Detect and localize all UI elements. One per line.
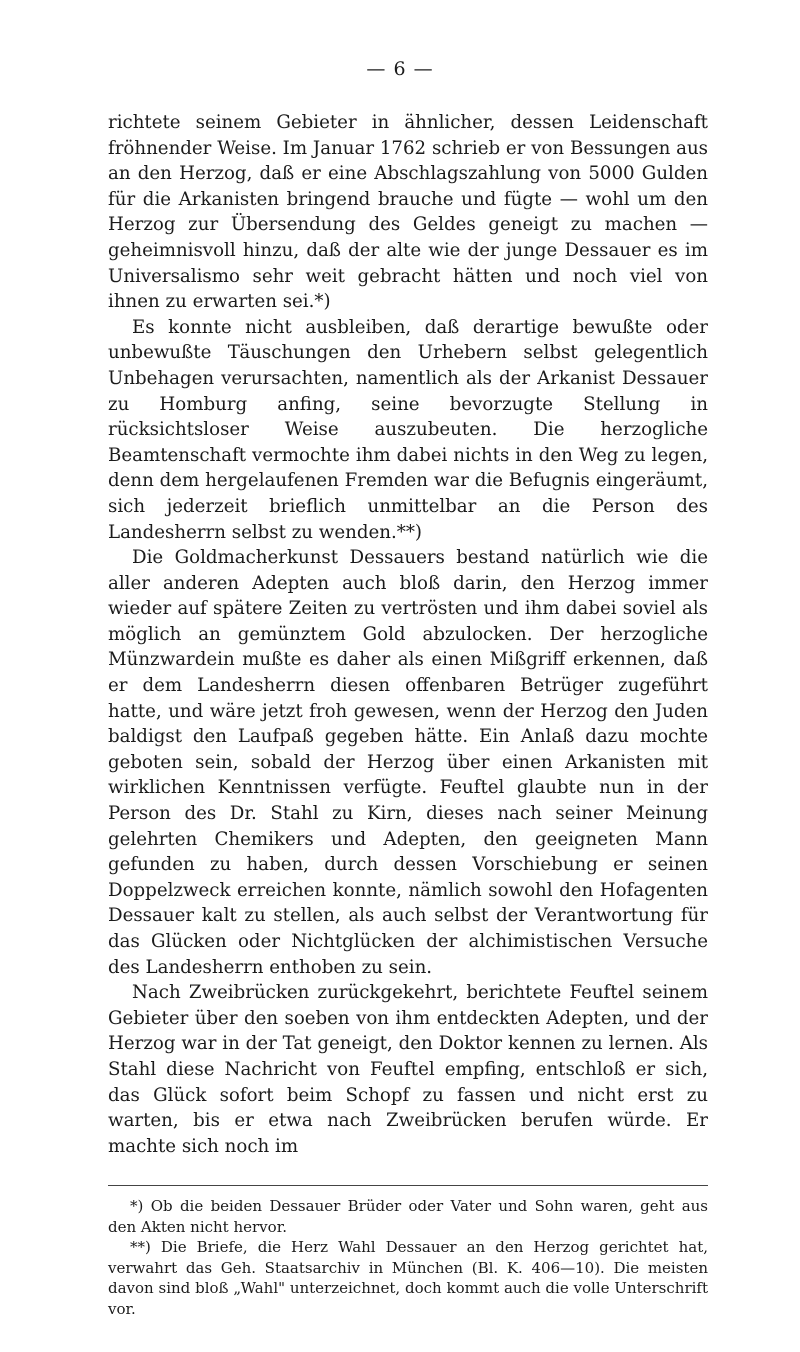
footnote-1: *) Ob die beiden Dessauer Brüder oder Vater und Sohn waren, geht aus den Akten nicht hervor.	[108, 1197, 708, 1236]
page-number: — 6 —	[366, 58, 434, 80]
paragraph-2: Es konnte nicht ausbleiben, daß derartige bewußte oder unbewußte Täuschungen den Urhebern selbst gelegentlich Unbehagen verursachten, namentlich als der Arkanist Dessauer zu Homburg anfing, seine bevorzugte Stellung in rücksichtsloser Weise auszubeuten. Die herzogliche Beamtenschaft vermochte ihm dabei nichts in den Weg zu legen, denn dem hergelaufenen Fremden war die Befugnis eingeräumt, sich jederzeit brieflich unmittelbar an die Person des Landesherrn selbst zu wenden.**)	[108, 316, 708, 543]
footnote-2: **) Die Briefe, die Herz Wahl Dessauer an den Herzog gerichtet hat, verwahrt das Geh. Staatsarchiv in München (Bl. K. 406—10). Die meisten davon sind bloß „Wahl" unterzeichnet, doch kommt auch die volle Unterschrift vor.	[108, 1238, 708, 1318]
paragraph-3: Die Goldmacherkunst Dessauers bestand natürlich wie die aller anderen Adepten auch bloß darin, den Herzog immer wieder auf spätere Zeiten zu vertrösten und ihm dabei soviel als möglich an gemünztem Gold abzulocken. Der herzogliche Münzwardein mußte es daher als einen Mißgriff erkennen, daß er dem Landesherrn diesen offenbaren Betrüger zugeführt hatte, und wäre jetzt froh gewesen, wenn der Herzog den Juden baldigst den Laufpaß gegeben hätte. Ein Anlaß dazu mochte geboten sein, sobald der Herzog über einen Arkanisten mit wirklichen Kenntnissen verfügte. Feuftel glaubte nun in der Person des Dr. Stahl zu Kirn, dieses nach seiner Meinung gelehrten Chemikers und Adepten, den geeigneten Mann gefunden zu haben, durch dessen Vorschiebung er seinen Doppelzweck erreichen konnte, nämlich sowohl den Hofagenten Dessauer kalt zu stellen, als auch selbst der Verantwortung für das Glücken oder Nichtglücken der alchimistischen Versuche des Landesherrn enthoben zu sein.	[108, 547, 708, 978]
paragraph-1: richtete seinem Gebieter in ähnlicher, dessen Leidenschaft fröhnender Weise. Im Januar 1762 schrieb er von Bessungen aus an den Herzog, daß er eine Abschlagszahlung von 5000 Gulden für die Arkanisten bringend brauche und fügte — wohl um den Herzog zur Übersendung des Geldes geneigt zu machen — geheimnisvoll hinzu, daß der alte wie der junge Dessauer es im Universalismo sehr weit gebracht hätten und noch viel von ihnen zu erwarten sei.*)	[108, 112, 708, 313]
footnotes	[108, 1196, 708, 1320]
paragraph-4: Nach Zweibrücken zurückgekehrt, berichtete Feuftel seinem Gebieter über den soeben von ihm entdeckten Adepten, und der Herzog war in der Tat geneigt, den Doktor kennen zu lernen. Als Stahl diese Nachricht von Feuftel empfing, entschloß er sich, das Glück sofort beim Schopf zu fassen und nicht erst zu warten, bis er etwa nach Zweibrücken berufen würde. Er machte sich noch im	[108, 982, 708, 1157]
footnote-divider	[108, 1185, 708, 1186]
body-text	[108, 110, 708, 1159]
